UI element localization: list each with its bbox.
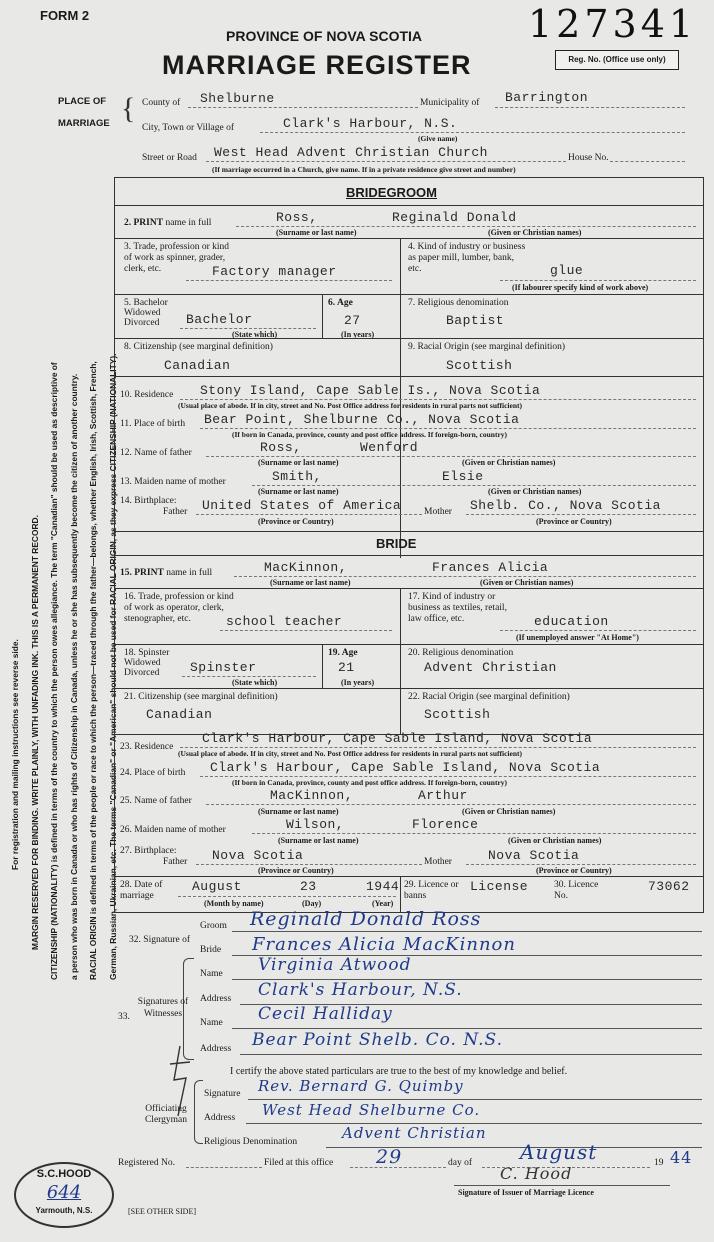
bride-surname-caption: (Surname or last name) bbox=[270, 578, 351, 587]
groom-given-caption: (Given or Christian names) bbox=[488, 228, 582, 237]
w1-name-label: Name bbox=[200, 969, 223, 979]
groom-racial-label: 9. Racial Origin (see marginal definition) bbox=[408, 342, 566, 352]
groom-surname-caption: (Surname or last name) bbox=[276, 228, 357, 237]
bride-mother-surname-cap: (Surname or last name) bbox=[278, 836, 359, 845]
bride-trade-value: school teacher bbox=[226, 614, 343, 629]
bride-bp-father: Nova Scotia bbox=[212, 848, 304, 863]
groom-birthplace-value: Bear Point, Shelburne Co., Nova Scotia bbox=[204, 412, 520, 427]
witnesses-label: Signatures of Witnesses bbox=[137, 997, 189, 1019]
see-other-side: [SEE OTHER SIDE] bbox=[128, 1207, 196, 1216]
label-33: 33. bbox=[118, 1012, 130, 1022]
licence-no-value: 73062 bbox=[648, 879, 690, 894]
year-prefix: 19 bbox=[654, 1158, 664, 1168]
bride-citizenship-label: 21. Citizenship (see marginal definition) bbox=[124, 692, 278, 702]
groom-birthplace-label: 11. Place of birth bbox=[120, 419, 186, 429]
bride-father-given: Arthur bbox=[418, 788, 468, 803]
give-name-caption: (Give name) bbox=[418, 134, 458, 143]
groom-trade-value: Factory manager bbox=[212, 264, 337, 279]
groom-citizenship-label: 8. Citizenship (see marginal definition) bbox=[124, 342, 273, 352]
bride-sig-label: Bride bbox=[200, 945, 222, 955]
groom-father-surname: Ross, bbox=[260, 440, 302, 455]
form-number: FORM 2 bbox=[40, 8, 90, 23]
bride-father-label: 25. Name of father bbox=[120, 796, 192, 806]
groom-bp-mother-label: Mother bbox=[424, 507, 452, 517]
margin-line-1: For registration and mailing instructions see reverse side. bbox=[10, 639, 20, 870]
bride-section-heading: BRIDE bbox=[376, 536, 417, 551]
place-label-1: PLACE OF bbox=[58, 96, 107, 107]
reg-number-box: Reg. No. (Office use only) bbox=[555, 50, 679, 70]
filed-day: 29 bbox=[376, 1146, 403, 1168]
clergy-signature: Rev. Bernard G. Quimby bbox=[258, 1077, 464, 1095]
bride-state-which: (State which) bbox=[232, 678, 278, 687]
groom-mother-label: 13. Maiden name of mother bbox=[120, 477, 226, 487]
margin-line-5: RACIAL ORIGIN is defined in terms of the people or race to which the person—traced through the father—belongs, whether English, Irish, Scottish, French, bbox=[88, 361, 99, 980]
clergy-signature-label: Signature bbox=[204, 1089, 241, 1099]
house-label: House No. bbox=[568, 153, 609, 163]
bride-bp-father-cap: (Province or Country) bbox=[258, 866, 334, 875]
bride-bp-mother-cap: (Province or Country) bbox=[536, 866, 612, 875]
bride-bp-mother-label: Mother bbox=[424, 857, 452, 867]
bride-religion-label: 20. Religious denomination bbox=[408, 648, 514, 658]
street-note: (If marriage occurred in a Church, give name. If in a private residence give street and number) bbox=[212, 165, 516, 174]
marriage-day: 23 bbox=[300, 879, 317, 894]
bride-residence-value: Clark's Harbour, Cape Sable Island, Nova Scotia bbox=[202, 731, 593, 746]
w1-address-label: Address bbox=[200, 994, 232, 1004]
groom-state-which: (State which) bbox=[232, 330, 278, 339]
day-caption: (Day) bbox=[302, 899, 322, 908]
signature-of-label: 32. Signature of bbox=[129, 935, 190, 945]
margin-line-3: CITIZENSHIP (NATIONALITY) is defined in terms of the country to which the person owes allegiance. The term "Canadian" should be used as descriptive of bbox=[49, 362, 60, 980]
w2-name: Cecil Halliday bbox=[258, 1004, 393, 1024]
groom-age-value: 27 bbox=[344, 313, 361, 328]
margin-line-2: MARGIN RESERVED FOR BINDING. WRITE PLAINLY, WITH UNFADING INK. THIS IS A PERMANENT RECORD. bbox=[29, 515, 40, 950]
groom-residence-value: Stony Island, Cape Sable Is., Nova Scotia bbox=[200, 383, 541, 398]
groom-labourer-note: (If labourer specify kind of work above) bbox=[512, 283, 649, 292]
certify-statement: I certify the above stated particulars are true to the best of my knowledge and belief. bbox=[230, 1066, 568, 1077]
page-title: MARRIAGE REGISTER bbox=[162, 50, 472, 80]
bride-mother-given-cap: (Given or Christian names) bbox=[508, 836, 602, 845]
clergy-address: West Head Shelburne Co. bbox=[262, 1101, 481, 1119]
bride-age-value: 21 bbox=[338, 660, 355, 675]
groom-bp-mother: Shelb. Co., Nova Scotia bbox=[470, 498, 661, 513]
year-caption: (Year) bbox=[372, 899, 394, 908]
groom-trade-label: 3. Trade, profession or kind of work as spinner, grader, clerk, etc. bbox=[124, 242, 230, 274]
clergy-address-label: Address bbox=[204, 1113, 236, 1123]
county-label: County of bbox=[142, 98, 181, 108]
denomination-label: Religious Denomination bbox=[204, 1137, 298, 1147]
groom-sig-label: Groom bbox=[200, 921, 227, 931]
bride-given-caption: (Given or Christian names) bbox=[480, 578, 574, 587]
bride-given-names: Frances Alicia bbox=[432, 560, 549, 575]
w1-name: Virginia Atwood bbox=[258, 955, 412, 975]
filed-month: August bbox=[520, 1140, 598, 1164]
filed-label: Filed at this office bbox=[264, 1158, 334, 1168]
groom-print-prefix: 2. PRINT bbox=[124, 218, 164, 228]
bride-signature: Frances Alicia MacKinnon bbox=[252, 934, 516, 955]
bride-industry-value: education bbox=[534, 614, 609, 629]
issuer-caption: Signature of Issuer of Marriage Licence bbox=[458, 1188, 594, 1197]
registration-number: 127341 bbox=[528, 2, 698, 46]
month-caption: (Month by name) bbox=[204, 899, 264, 908]
bride-print-prefix: 15. PRINT bbox=[120, 568, 164, 578]
groom-mother-surname: Smith, bbox=[272, 469, 322, 484]
groom-mother-given-cap: (Given or Christian names) bbox=[488, 487, 582, 496]
registered-no-label: Registered No. bbox=[118, 1158, 175, 1168]
bride-name-label: name in full bbox=[166, 568, 213, 578]
groom-section-heading: BRIDEGROOM bbox=[346, 185, 437, 200]
groom-residence-note: (Usual place of abode. If in city, street and No. Post Office address for residents in rural parts not sufficient) bbox=[178, 401, 523, 410]
clergy-initial-mark bbox=[160, 1040, 200, 1122]
groom-given-names: Reginald Donald bbox=[392, 210, 517, 225]
margin-instructions bbox=[6, 0, 124, 1050]
groom-mother-surname-cap: (Surname or last name) bbox=[258, 487, 339, 496]
stamp-number: 644 bbox=[46, 1182, 82, 1203]
groom-father-label: 12. Name of father bbox=[120, 448, 192, 458]
clergy-denomination: Advent Christian bbox=[342, 1124, 487, 1142]
bride-residence-note: (Usual place of abode. If in city, street and No. Post Office address for residents in rural parts not sufficient) bbox=[178, 749, 523, 758]
municipality-value: Barrington bbox=[505, 90, 589, 105]
municipality-label: Municipality of bbox=[420, 98, 480, 108]
bride-bp-father-label: Father bbox=[163, 857, 188, 867]
groom-father-surname-cap: (Surname or last name) bbox=[258, 458, 339, 467]
place-label-2: MARRIAGE bbox=[58, 118, 110, 129]
groom-surname: Ross, bbox=[276, 210, 318, 225]
groom-industry-label: 4. Kind of industry or business as paper mill, lumber, bank, etc. bbox=[408, 242, 526, 274]
groom-bp-father-label: Father bbox=[163, 507, 188, 517]
licence-no-label: 30. Licence No. bbox=[554, 880, 599, 901]
bride-bp-label: 27. Birthplace: bbox=[120, 846, 177, 856]
groom-signature: Reginald Donald Ross bbox=[250, 908, 482, 930]
stamp-place: Yarmouth, N.S. bbox=[35, 1206, 93, 1215]
groom-residence-label: 10. Residence bbox=[120, 390, 174, 400]
bride-status-value: Spinster bbox=[190, 660, 257, 675]
groom-religion-value: Baptist bbox=[446, 313, 505, 328]
w2-address-label: Address bbox=[200, 1044, 232, 1054]
bride-racial-label: 22. Racial Origin (see marginal definition) bbox=[408, 692, 570, 702]
groom-mother-given: Elsie bbox=[442, 469, 484, 484]
groom-status-label: 5. Bachelor Widowed Divorced bbox=[124, 298, 168, 328]
w2-name-label: Name bbox=[200, 1018, 223, 1028]
stamp-name: S.C.HOOD bbox=[36, 1168, 92, 1180]
bride-religion-value: Advent Christian bbox=[424, 660, 557, 675]
w2-address: Bear Point Shelb. Co. N.S. bbox=[252, 1030, 503, 1050]
groom-bp-mother-cap: (Province or Country) bbox=[536, 517, 612, 526]
day-of-label: day of bbox=[448, 1158, 473, 1168]
city-value: Clark's Harbour, N.S. bbox=[283, 116, 458, 131]
bride-bp-mother: Nova Scotia bbox=[488, 848, 580, 863]
groom-bp-label: 14. Birthplace: bbox=[120, 496, 177, 506]
bride-mother-given: Florence bbox=[412, 817, 479, 832]
groom-religion-label: 7. Religious denomination bbox=[408, 298, 509, 308]
bride-father-surname: MacKinnon, bbox=[270, 788, 354, 803]
groom-birthplace-note: (If born in Canada, province, county and post office address. If foreign-born, country) bbox=[232, 430, 508, 439]
bride-birthplace-value: Clark's Harbour, Cape Sable Island, Nova Scotia bbox=[210, 760, 601, 775]
place-brace: { bbox=[121, 92, 136, 125]
bride-mother-surname: Wilson, bbox=[286, 817, 345, 832]
marriage-date-label: 28. Date of marriage bbox=[120, 880, 163, 901]
groom-in-years: (In years) bbox=[341, 330, 375, 339]
margin-line-4: a person who was born in Canada or who has rights of Citizenship in Canada, unless he or she has subsequently become the citizen of another country. bbox=[68, 373, 79, 980]
filed-year: 44 bbox=[670, 1148, 693, 1167]
bride-unemployed-note: (If unemployed answer "At Home") bbox=[516, 633, 639, 642]
groom-status-value: Bachelor bbox=[186, 312, 253, 327]
groom-bp-father: United States of America bbox=[202, 498, 402, 513]
bride-mother-label: 26. Maiden name of mother bbox=[120, 825, 226, 835]
bride-trade-label: 16. Trade, profession or kind of work as operator, clerk, stenographer, etc. bbox=[124, 592, 234, 624]
bride-racial-value: Scottish bbox=[424, 707, 491, 722]
groom-name-label: name in full bbox=[165, 218, 212, 228]
bride-birthplace-note: (If born in Canada, province, county and post office address. If foreign-born, country) bbox=[232, 778, 508, 787]
groom-father-given: Wenford bbox=[360, 440, 419, 455]
bride-residence-label: 23. Residence bbox=[120, 742, 174, 752]
province-heading: PROVINCE OF NOVA SCOTIA bbox=[226, 28, 423, 44]
groom-father-given-cap: (Given or Christian names) bbox=[462, 458, 556, 467]
marriage-year: 1944 bbox=[366, 879, 400, 894]
issuer-signature: C. Hood bbox=[500, 1164, 573, 1183]
county-value: Shelburne bbox=[200, 91, 275, 106]
officiating-label: Officiating Clergyman bbox=[144, 1104, 188, 1125]
marriage-month: August bbox=[192, 879, 242, 894]
bride-birthplace-label: 24. Place of birth bbox=[120, 768, 186, 778]
bride-industry-label: 17. Kind of industry or business as textiles, retail, law office, etc. bbox=[408, 592, 507, 624]
bride-in-years: (In years) bbox=[341, 678, 375, 687]
groom-industry-value: glue bbox=[550, 263, 584, 278]
w1-address: Clark's Harbour, N.S. bbox=[258, 980, 463, 1000]
issuer-stamp bbox=[14, 1162, 114, 1228]
bride-citizenship-value: Canadian bbox=[146, 707, 213, 722]
street-value: West Head Advent Christian Church bbox=[214, 145, 488, 160]
bride-father-given-cap: (Given or Christian names) bbox=[462, 807, 556, 816]
bride-age-label: 19. Age bbox=[328, 648, 358, 658]
bride-surname: MacKinnon, bbox=[264, 560, 348, 575]
licence-label: 29. Licence or banns bbox=[404, 880, 459, 901]
bride-father-surname-cap: (Surname or last name) bbox=[258, 807, 339, 816]
groom-age-label: 6. Age bbox=[328, 298, 353, 308]
city-label: City, Town or Village of bbox=[142, 123, 234, 133]
groom-bp-father-cap: (Province or Country) bbox=[258, 517, 334, 526]
margin-line-6: German, Russian, Ukrainian, etc. The terms "Canadian" or "American" should not be used for RACIAL ORIGIN, as they express CITIZENSHIP (NATIONALITY). bbox=[107, 353, 118, 980]
bride-status-label: 18. Spinster Widowed Divorced bbox=[124, 648, 170, 678]
groom-racial-value: Scottish bbox=[446, 358, 513, 373]
licence-value: License bbox=[470, 879, 529, 894]
street-label: Street or Road bbox=[142, 153, 197, 163]
groom-citizenship-value: Canadian bbox=[164, 358, 231, 373]
